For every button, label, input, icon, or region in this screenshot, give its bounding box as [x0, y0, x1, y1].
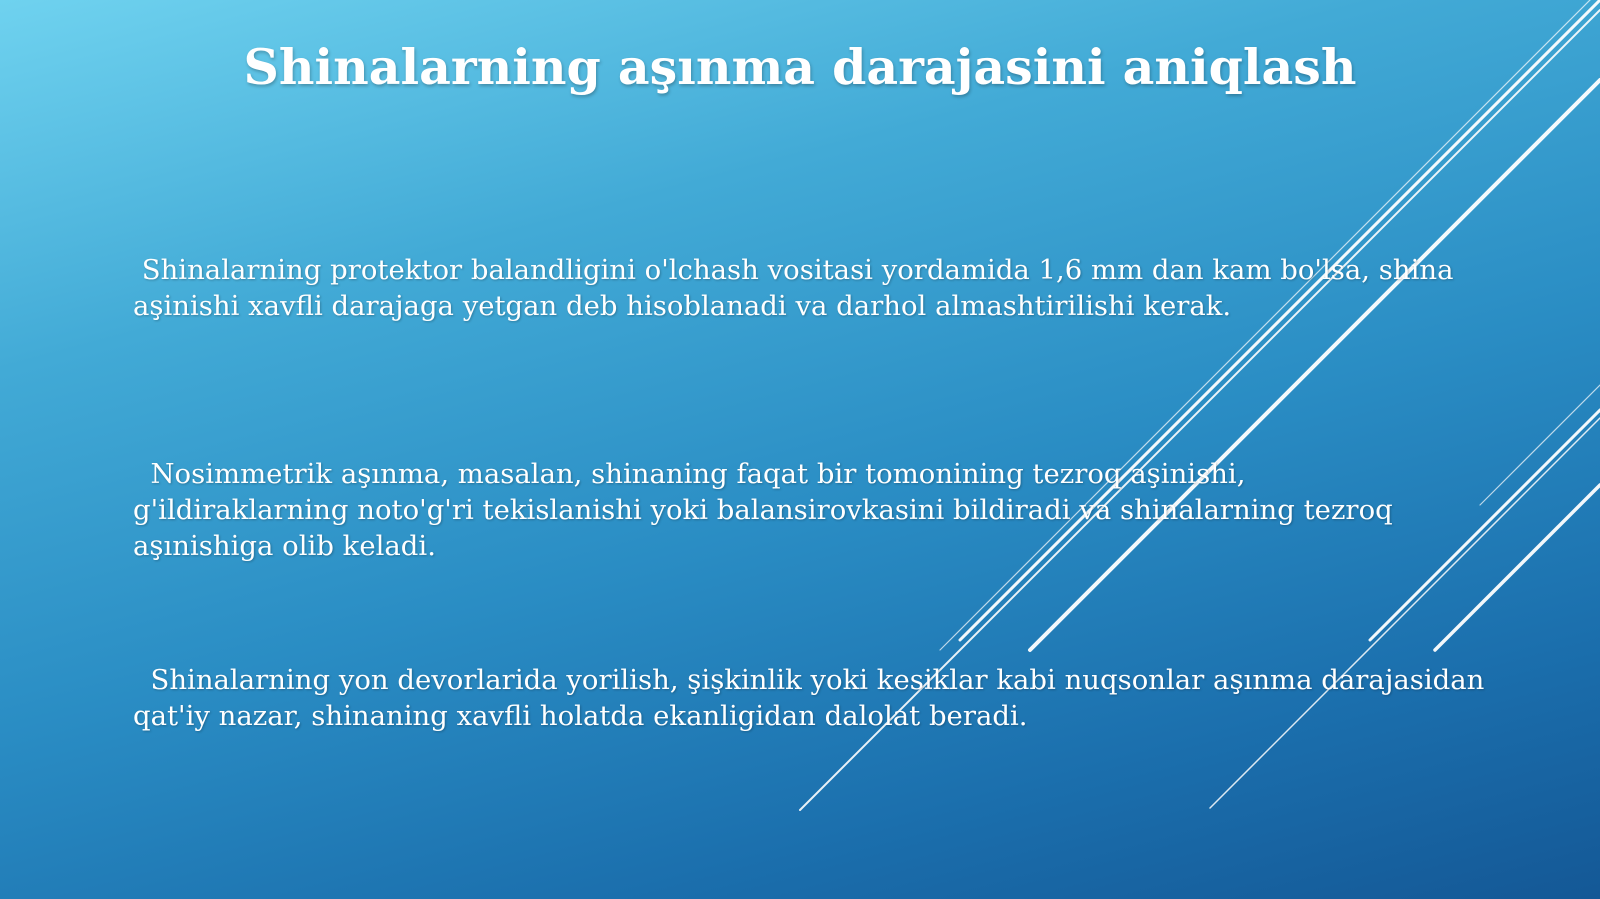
paragraph-sidewall-defects: Shinalarning yon devorlarida yorilish, şişkinlik yoki kesiklar kabi nuqsonlar aşınma darajasidan qat'iy nazar, shinaning xavfli holatda ekanligidan dalolat beradi. — [133, 664, 1485, 732]
slide-title: Shinalarning aşınma darajasini aniqlash — [243, 38, 1357, 96]
paragraph-tread-depth: Shinalarning protektor balandligini o'lchash vositasi yordamida 1,6 mm dan kam bo'lsa, shina aşinishi xavfli darajaga yetgan deb hisoblanadi va darhol almashtirilishi kerak. — [133, 254, 1454, 322]
paragraph-asymmetric-wear: Nosimmetrik aşınma, masalan, shinaning faqat bir tomonining tezroq aşinishi, g'ildiraklarning noto'g'ri tekislanishi yoki balansirovkasini bildiradi va shinalarning tezroq aşınishiga olib keladi. — [133, 458, 1393, 562]
